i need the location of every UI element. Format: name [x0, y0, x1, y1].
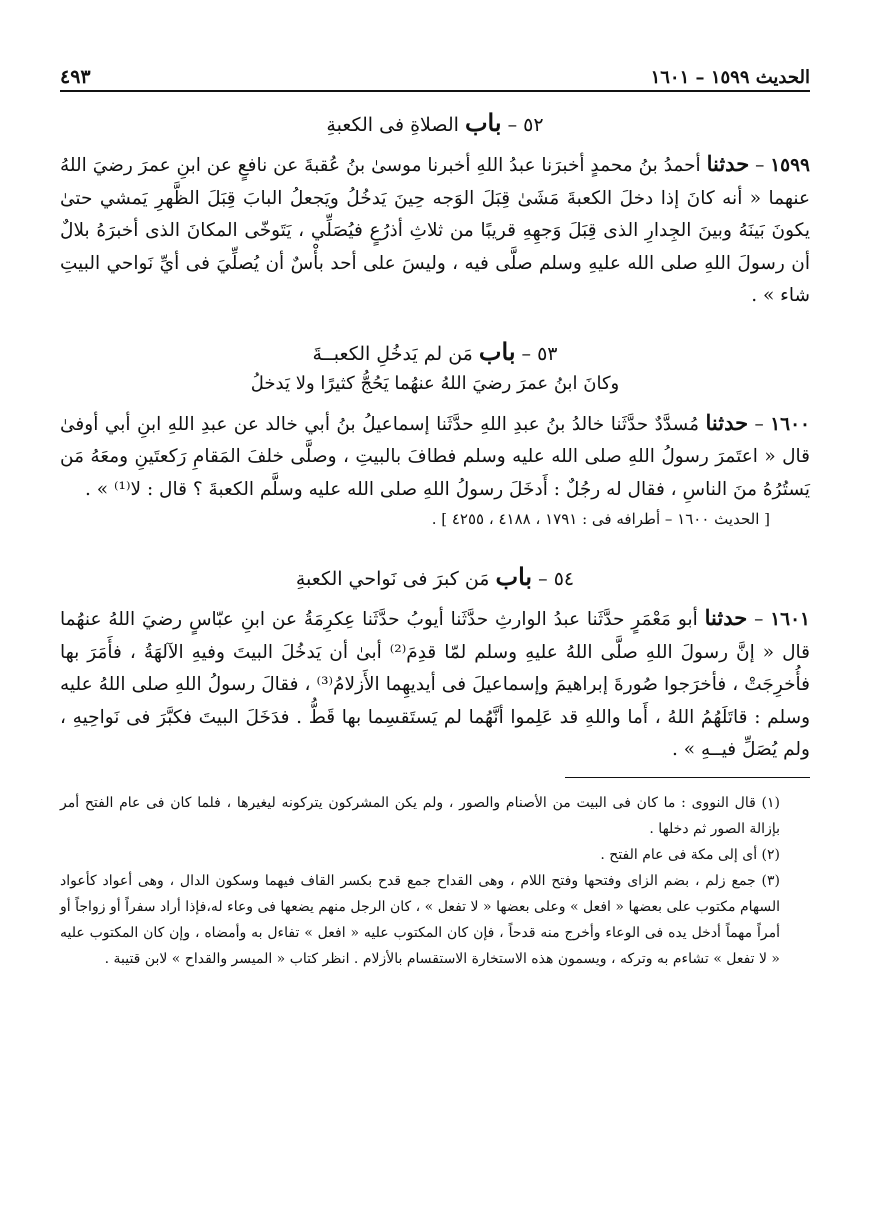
footnote-rule: [565, 777, 810, 778]
chapter-heading: ٥٣ – باب مَن لم يَدخُلِ الكعبــةَ: [312, 336, 558, 366]
chapter-number: ٥٤: [553, 568, 575, 590]
hadith-1600: ١٦٠٠ – حدثنا مُسدَّدٌ حدَّثَنا خالدُ بنُ عبدِ اللهِ حدَّثَنا إسماعيلُ بنُ أبي خالد عن عبدِ اللهِ ابنِ أبي أوفىٰ قال « اعتَمرَ رسولُ اللهِ صلى الله عليه وسلم فطافَ بالبيتِ ، وصلَّى خلفَ المَقامِ رَكعتَينِ ومعَهُ مَن يَستُرُهُ منَ الناسِ ، فقال له رجُلٌ : أَدخَلَ رسولُ اللهِ صلى الله عليه وسلَّم الكعبةَ ؟ قال : لا⁽¹⁾ » .: [60, 409, 810, 500]
hadith-1601: ١٦٠١ – حدثنا أبو مَعْمَرٍ حدَّثَنا عبدُ الوارثِ حدَّثَنا أيوبُ حدَّثَنا عِكرِمَةُ عن ابنِ عبّاسٍ رضيَ اللهُ عنهُما قال « إنَّ رسولَ اللهِ صلَّى اللهُ عليهِ وسلم لمّا قدِمَ⁽²⁾ أبىٰ أن يَدخُلَ البيتَ وفيهِ الآلهَةُ ، فأَمَرَ بها فأُخرِجَتْ ، فأخرَجوا صُورةَ إبراهيمَ وإسماعيلَ فى أيديهِما الأَزلامُ⁽³⁾ ، فقالَ رسولُ اللهِ صلى اللهُ عليه وسلم : قاتَلَهُمُ اللهُ ، أَما واللهِ قد عَلِموا أنَّهُما لم يَستَقسِما بها قَطُّ . فدَخَلَ البيتَ فكبَّرَ فى نَواحِيهِ ، ولم يُصَلِّ فيــهِ » .: [60, 605, 811, 760]
chapter-subtitle: وكانَ ابنُ عمرَ رضيَ اللهُ عنهُما يَحُجُّ كثيرًا ولا يَدخلُ: [250, 372, 620, 394]
hadith-number: ١٦٠١: [770, 609, 810, 630]
footnote-1: (١) قال النووى : ما كان فى البيت من الأصنام والصور ، ولم يكن المشركون يتركونه ليغيرها ، فلما كان فى عام الفتح أمر بإزالة الصور ثم دخلها .: [60, 794, 780, 837]
chapter-54: [60, 562, 810, 767]
haddathana-word: حدثنا: [705, 409, 749, 435]
book-page: [60, 52, 810, 972]
hadith-number: ١٥٩٩: [770, 155, 810, 176]
chapter-title: مَن كبرَ فى نَواحي الكعبةِ: [295, 568, 490, 590]
footnote-2: (٢) أى إلى مكة فى عام الفتح .: [600, 846, 780, 863]
chapter-52: [60, 108, 810, 313]
running-title: الحديث ١٥٩٩ – ١٦٠١: [650, 67, 810, 88]
chapter-53: [60, 337, 810, 533]
chapter-title: مَن لم يَدخُلِ الكعبــةَ: [312, 342, 473, 365]
page-header: [60, 52, 810, 88]
hadith-number: ١٦٠٠: [770, 413, 810, 435]
footnotes: [60, 790, 810, 972]
chapter-number: ٥٢: [523, 114, 544, 136]
haddathana-word: حدثنا: [706, 151, 750, 176]
bab-word: باب: [464, 108, 502, 137]
header-rule: [60, 90, 810, 92]
chapter-title: الصلاةِ فى الكعبةِ: [326, 114, 459, 136]
hadith-cross-reference: [ الحديث ١٦٠٠ – أطرافه فى : ١٧٩١ ، ٤١٨٨ ، ٤٢٥٥ ] .: [431, 510, 770, 528]
hadith-1599: ١٥٩٩ – حدثنا أحمدُ بنُ محمدٍ أخبرَنا عبدُ اللهِ أخبرنا موسىٰ بنُ عُقبةَ عن نافعٍ عن ابنِ عمرَ رضيَ اللهُ عنهما « أنه كانَ إذا دخلَ الكعبةَ مَشَىٰ قِبَلَ الوَجه حِينَ يَدخُلُ ويَجعلُ البابَ قِبَلَ الظَّهرِ يَمشي حتىٰ يكونَ بَينَهُ وبينَ الجِدارِ الذى قِبَلَ وَجهِهِ قريبًا من ثلاثِ أذرُعٍ فيُصَلِّي ، يَتَوخّى المكانَ الذى أخبرَهُ بلالٌ أن رسولَ اللهِ صلى الله عليهِ وسلم صلَّى فيه ، وليسَ على أحد بأْسٌ أن يُصلِّيَ فى أيِّ نَواحي البيتِ شاء » .: [60, 151, 810, 306]
footnote-3: (٣) جمع زلم ، بضم الزاى وفتحها وفتح اللام ، وهى القداح جمع قدح بكسر القاف فيهما وسكون الدال ، وهى أعواد كأعواد السهام مكتوب على بعضها « افعل » وعلى بعضها « لا تفعل » ، كان الرجل منهم يضعها فى وعاء له،فإذا أراد سفراً أو زواجاً أو أمراً مهماً أدخل يده فى الوعاء وأخرج منه قدحاً ، فإن كان المكتوب عليه « افعل » تفاءل به وأمضاه ، وإن كان المكتوب عليه « لا تفعل » تشاءم به وتركه ، ويسمون هذه الاستخارة الاستقسام بالأزلام . انظر كتاب « الميسر والقداح » لابن قتيبة .: [60, 872, 780, 967]
page-number: ٤٩٣: [60, 66, 91, 88]
chapter-heading: ٥٤ – باب مَن كبرَ فى نَواحي الكعبةِ: [295, 562, 575, 591]
chapter-heading: ٥٢ – باب الصلاةِ فى الكعبةِ: [326, 108, 544, 137]
bab-word: باب: [495, 562, 533, 591]
bab-word: باب: [478, 336, 516, 366]
hadith-text: أبو مَعْمَرٍ حدَّثَنا عبدُ الوارثِ حدَّثَنا أيوبُ حدَّثَنا عِكرِمَةُ عن ابنِ عبّاسٍ رضيَ اللهُ عنهُما قال « إنَّ رسولَ اللهِ صلَّى اللهُ عليهِ وسلم لمّا قدِمَ⁽²⁾ أبىٰ أن يَدخُلَ البيتَ وفيهِ الآلهَةُ ، فأَمَرَ بها فأُخرِجَتْ ، فأخرَجوا صُورةَ إبراهيمَ وإسماعيلَ فى أيديهِما الأَزلامُ⁽³⁾ ، فقالَ رسولُ اللهِ صلى اللهُ عليه وسلم : قاتَلَهُمُ اللهُ ، أَما واللهِ قد عَلِموا أنَّهُما لم يَستَقسِما بها قَطُّ . فدَخَلَ البيتَ فكبَّرَ فى نَواحِيهِ ، ولم يُصَلِّ فيــهِ » .: [60, 609, 811, 760]
hadith-text: أحمدُ بنُ محمدٍ أخبرَنا عبدُ اللهِ أخبرنا موسىٰ بنُ عُقبةَ عن نافعٍ عن ابنِ عمرَ رضيَ اللهُ عنهما « أنه كانَ إذا دخلَ الكعبةَ مَشَىٰ قِبَلَ الوَجه حِينَ يَدخُلُ ويَجعلُ البابَ قِبَلَ الظَّهرِ يَمشي حتىٰ يكونَ بَينَهُ وبينَ الجِدارِ الذى قِبَلَ وَجهِهِ قريبًا من ثلاثِ أذرُعٍ فيُصَلِّي ، يَتَوخّى المكانَ الذى أخبرَهُ بلالٌ أن رسولَ اللهِ صلى الله عليهِ وسلم صلَّى فيه ، وليسَ على أحد بأْسٌ أن يُصلِّيَ فى أيِّ نَواحي البيتِ شاء » .: [60, 155, 810, 306]
hadith-text: مُسدَّدٌ حدَّثَنا خالدُ بنُ عبدِ اللهِ حدَّثَنا إسماعيلُ بنُ أبي خالد عن عبدِ اللهِ ابنِ أبي أوفىٰ قال « اعتَمرَ رسولُ اللهِ صلى الله عليه وسلم فطافَ بالبيتِ ، وصلَّى خلفَ المَقامِ رَكعتَينِ ومعَهُ مَن يَستُرُهُ منَ الناسِ ، فقال له رجُلٌ : أَدخَلَ رسولُ اللهِ صلى الله عليه وسلَّم الكعبةَ ؟ قال : لا⁽¹⁾ » .: [60, 413, 810, 500]
haddathana-word: حدثنا: [704, 605, 748, 630]
chapter-number: ٥٣: [537, 342, 558, 365]
